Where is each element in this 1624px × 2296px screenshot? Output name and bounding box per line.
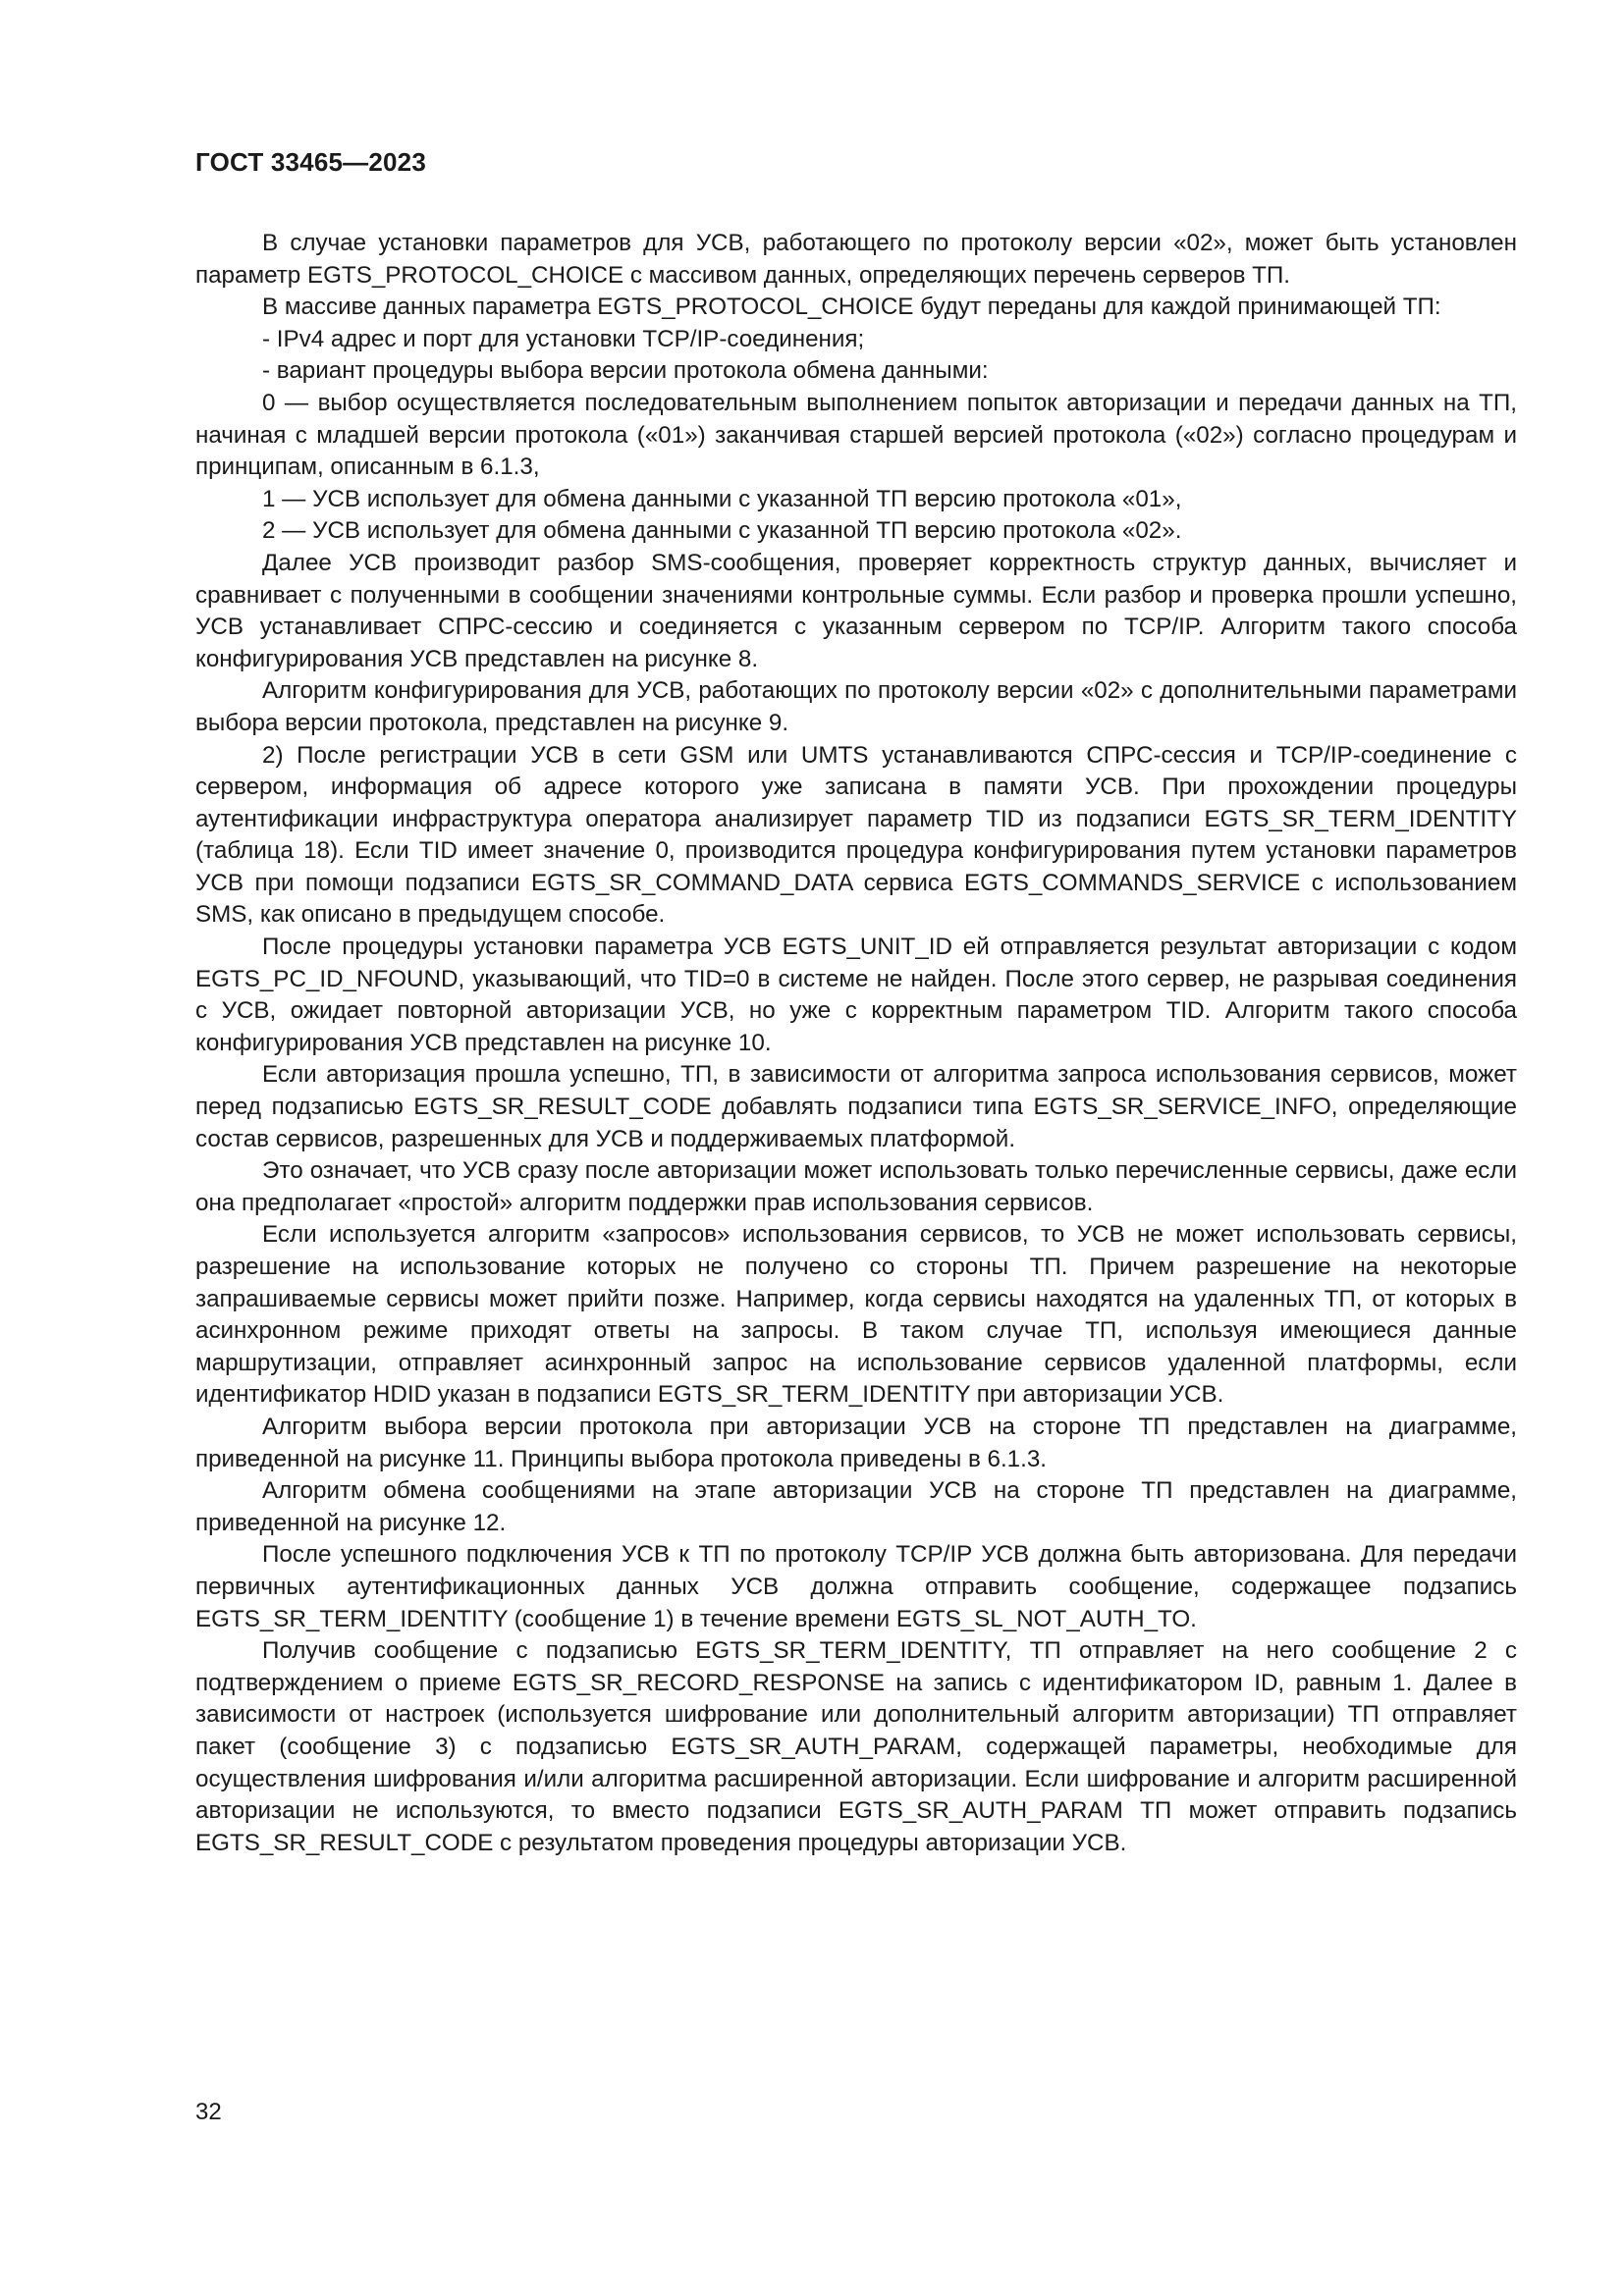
- paragraph: В массиве данных параметра EGTS_PROTOCOL_CHOICE будут переданы для каждой принимающей ТП:: [262, 294, 1441, 321]
- paragraph: 1 — УСВ использует для обмена данными с указанной ТП версию протокола «01»,: [262, 485, 1182, 512]
- paragraph: Далее УСВ производит разбор SMS-сообщения, проверяет корректность структур данных, вычисляет и сравнивает с полученными в сообщении значениями контрольные суммы. Если разбор и проверка прошли успешно, УСВ устанавливает СПРС-сессию и соединяется с указанным сервером по TCP/IP. Алгоритм такого способа конфигурирования УСВ представлен на рисунке 8.: [195, 549, 1517, 672]
- paragraph: 2 — УСВ использует для обмена данными с указанной ТП версию протокола «02».: [262, 517, 1182, 545]
- paragraph: Получив сообщение с подзаписью EGTS_SR_TERM_IDENTITY, ТП отправляет на него сообщение 2 с подтверждением о приеме EGTS_SR_RECORD_RESPONSE на запись с идентификатором ID, равным 1. Далее в зависимости от настроек (используется шифрование или дополнительный алгоритм авторизации) ТП отправляет пакет (сообщение 3) с подзаписью EGTS_SR_AUTH_PARAM, содержащей параметры, необходимые для осуществления шифрования и/или алгоритма расширенной авторизации. Если шифрование и алгоритм расширенной авторизации не используются, то вместо подзаписи EGTS_SR_AUTH_PARAM ТП может отправить подзапись EGTS_SR_RESULT_CODE с результатом проведения процедуры авторизации УСВ.: [195, 1637, 1517, 1856]
- list-item: - вариант процедуры выбора версии протокола обмена данными:: [262, 357, 989, 385]
- paragraph: После процедуры установки параметра УСВ EGTS_UNIT_ID ей отправляется результат авторизации с кодом EGTS_PC_ID_NFOUND, указывающий, что TID=0 в системе не найден. После этого сервер, не разрывая соединения с УСВ, ожидает повторной авторизации УСВ, но уже с корректным параметром TID. Алгоритм такого способа конфигурирования УСВ представлен на рисунке 10.: [195, 934, 1517, 1056]
- paragraph: Если используется алгоритм «запросов» использования сервисов, то УСВ не может использовать сервисы, разрешение на использование которых не получено со стороны ТП. Причем разрешение на некоторые запрашиваемые сервисы может прийти позже. Например, когда сервисы находятся на удаленных ТП, от которых в асинхронном режиме приходят ответы на запросы. В таком случае ТП, используя имеющиеся данные маршрутизации, отправляет асинхронный запрос на использование сервисов удаленной платформы, если идентификатор HDID указан в подзаписи EGTS_SR_TERM_IDENTITY при авторизации УСВ.: [195, 1221, 1517, 1409]
- paragraph: Алгоритм обмена сообщениями на этапе авторизации УСВ на стороне ТП представлен на диаграмме, приведенной на рисунке 12.: [195, 1477, 1517, 1536]
- paragraph: Если авторизация прошла успешно, ТП, в зависимости от алгоритма запроса использования сервисов, может перед подзаписью EGTS_SR_RESULT_CODE добавлять подзаписи типа EGTS_SR_SERVICE_INFO, определяющие состав сервисов, разрешенных для УСВ и поддерживаемых платформой.: [195, 1061, 1517, 1152]
- paragraph: В случае установки параметров для УСВ, работающего по протоколу версии «02», может быть установлен параметр EGTS_PROTOCOL_CHOICE с массивом данных, определяющих перечень серверов ТП.: [195, 230, 1517, 289]
- paragraph: 2) После регистрации УСВ в сети GSM или UMTS устанавливаются СПРС-сессия и TCP/IP-соединение с сервером, информация об адресе которого уже записана в памяти УСВ. При прохождении процедуры аутентификации инфраструктура оператора анализирует параметр TID из подзаписи EGTS_SR_TERM_IDENTITY (таблица 18). Если TID имеет значение 0, производится процедура конфигурирования путем установки параметров УСВ при помощи подзаписи EGTS_SR_COMMAND_DATA сервиса EGTS_COMMANDS_SERVICE с использованием SMS, как описано в предыдущем способе.: [195, 741, 1517, 929]
- document-header: ГОСТ 33465—2023: [195, 147, 426, 177]
- paragraph: 0 — выбор осуществляется последовательным выполнением попыток авторизации и передачи данных на ТП, начиная с младшей версии протокола («01») заканчивая старшей версией протокола («02») согласно процедурам и принципам, описанным в 6.1.3,: [195, 389, 1517, 481]
- paragraph: Алгоритм конфигурирования для УСВ, работающих по протоколу версии «02» с дополнительными параметрами выбора версии протокола, представлен на рисунке 9.: [195, 677, 1517, 736]
- paragraph: Алгоритм выбора версии протокола при авторизации УСВ на стороне ТП представлен на диаграмме, приведенной на рисунке 11. Принципы выбора протокола приведены в 6.1.3.: [195, 1413, 1517, 1472]
- paragraph: Это означает, что УСВ сразу после авторизации может использовать только перечисленные сервисы, даже если она предполагает «простой» алгоритм поддержки прав использования сервисов.: [195, 1157, 1517, 1216]
- paragraph: После успешного подключения УСВ к ТП по протоколу TCP/IP УСВ должна быть авторизована. Для передачи первичных аутентификационных данных УСВ должна отправить сообщение, содержащее подзапись EGTS_SR_TERM_IDENTITY (сообщение 1) в течение времени EGTS_SL_NOT_AUTH_TO.: [195, 1541, 1517, 1632]
- page-number: 32: [195, 2099, 222, 2125]
- document-body: [195, 228, 1517, 1859]
- list-item: - IPv4 адрес и порт для установки TCP/IP-соединения;: [262, 325, 865, 352]
